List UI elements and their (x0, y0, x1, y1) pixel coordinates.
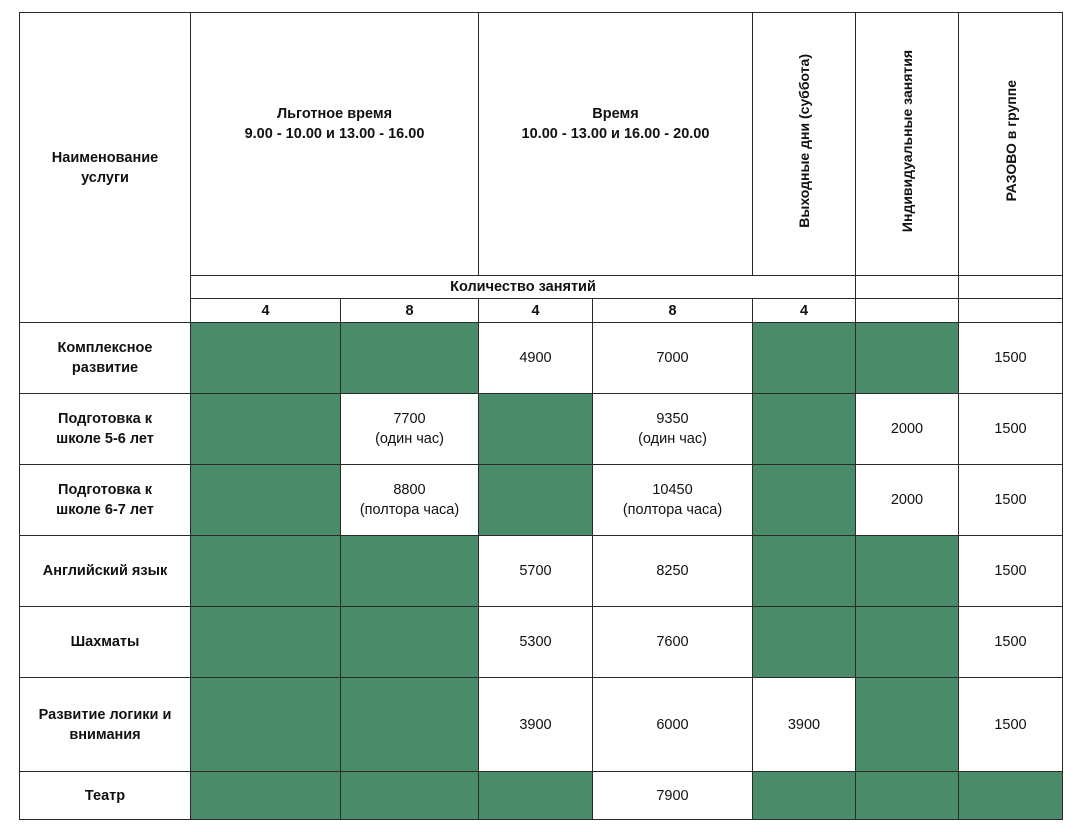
count-cell: 4 (191, 299, 341, 323)
unavailable-cell (191, 536, 341, 607)
price-cell: 3900 (479, 678, 593, 772)
unavailable-cell (856, 772, 959, 820)
service-name-cell: Подготовка к школе 6-7 лет (20, 465, 191, 536)
single-group-header: РАЗОВО в группе (959, 13, 1063, 276)
unavailable-cell (753, 394, 856, 465)
service-name-cell: Комплексное развитие (20, 323, 191, 394)
unavailable-cell (341, 536, 479, 607)
price-cell: 2000 (856, 465, 959, 536)
count-cell: 4 (479, 299, 593, 323)
regular-time-header: Время 10.00 - 13.00 и 16.00 - 20.00 (479, 13, 753, 276)
unavailable-cell (753, 772, 856, 820)
service-name-cell: Шахматы (20, 607, 191, 678)
price-cell: 1500 (959, 607, 1063, 678)
price-cell: 1500 (959, 678, 1063, 772)
price-cell: 2000 (856, 394, 959, 465)
unavailable-cell (191, 772, 341, 820)
unavailable-cell (856, 323, 959, 394)
table-row (20, 323, 1063, 394)
price-cell: 7700 (один час) (341, 394, 479, 465)
unavailable-cell (856, 678, 959, 772)
price-cell: 7900 (593, 772, 753, 820)
unavailable-cell (191, 678, 341, 772)
unavailable-cell (479, 394, 593, 465)
unavailable-cell (191, 607, 341, 678)
unavailable-cell (479, 465, 593, 536)
unavailable-cell (959, 772, 1063, 820)
price-cell: 6000 (593, 678, 753, 772)
unavailable-cell (341, 678, 479, 772)
empty-header-cell (856, 276, 959, 299)
price-cell: 1500 (959, 394, 1063, 465)
table-row (20, 772, 1063, 820)
unavailable-cell (191, 394, 341, 465)
price-cell: 9350 (один час) (593, 394, 753, 465)
unavailable-cell (341, 607, 479, 678)
service-name-header: Наименование услуги (20, 13, 191, 323)
table-row (20, 465, 1063, 536)
price-cell: 5300 (479, 607, 593, 678)
price-cell: 5700 (479, 536, 593, 607)
unavailable-cell (856, 607, 959, 678)
unavailable-cell (341, 772, 479, 820)
price-cell: 8800 (полтора часа) (341, 465, 479, 536)
service-name-cell: Развитие логики и внимания (20, 678, 191, 772)
price-cell: 4900 (479, 323, 593, 394)
discount-time-header: Льготное время 9.00 - 10.00 и 13.00 - 16.00 (191, 13, 479, 276)
unavailable-cell (753, 323, 856, 394)
count-cell: 4 (753, 299, 856, 323)
unavailable-cell (753, 536, 856, 607)
table-row (20, 678, 1063, 772)
weekend-header: Выходные дни (суббота) (753, 13, 856, 276)
price-cell: 7600 (593, 607, 753, 678)
unavailable-cell (191, 323, 341, 394)
lesson-count-header: Количество занятий (191, 276, 856, 299)
unavailable-cell (191, 465, 341, 536)
price-cell: 1500 (959, 323, 1063, 394)
unavailable-cell (753, 607, 856, 678)
count-cell: 8 (593, 299, 753, 323)
unavailable-cell (479, 772, 593, 820)
price-table (19, 12, 1063, 820)
price-cell: 3900 (753, 678, 856, 772)
empty-header-cell (959, 299, 1063, 323)
unavailable-cell (856, 536, 959, 607)
table-row (20, 607, 1063, 678)
table-row (20, 536, 1063, 607)
unavailable-cell (341, 323, 479, 394)
service-name-cell: Театр (20, 772, 191, 820)
price-cell: 10450 (полтора часа) (593, 465, 753, 536)
individual-header: Индивидуальные занятия (856, 13, 959, 276)
service-name-cell: Подготовка к школе 5-6 лет (20, 394, 191, 465)
service-name-cell: Английский язык (20, 536, 191, 607)
price-cell: 1500 (959, 536, 1063, 607)
unavailable-cell (753, 465, 856, 536)
table-row (20, 394, 1063, 465)
price-cell: 1500 (959, 465, 1063, 536)
empty-header-cell (856, 299, 959, 323)
empty-header-cell (959, 276, 1063, 299)
price-cell: 7000 (593, 323, 753, 394)
count-cell: 8 (341, 299, 479, 323)
price-cell: 8250 (593, 536, 753, 607)
